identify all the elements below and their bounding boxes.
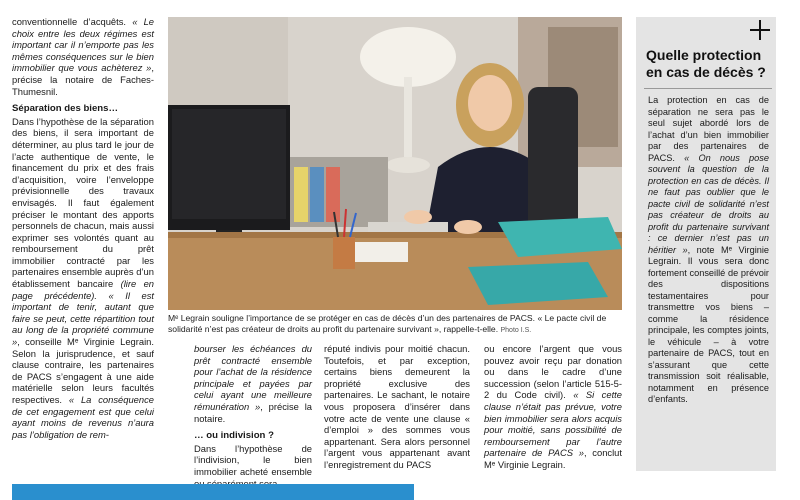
sidebar-divider xyxy=(644,88,772,89)
col1-reference: (lire en page précédente). xyxy=(12,278,155,301)
photo-caption xyxy=(168,313,622,336)
sidebar-box xyxy=(636,17,776,471)
col2-text: , précise la notaire. xyxy=(194,400,312,424)
article-column-4 xyxy=(484,343,622,471)
sidebar-quote: « On nous pose souvent la question de la protection en cas de décès. Il ne faut pas oublier que le pacte civil de solidarité n’est pas créateur de droits au profit du partenaire survivant : ce dernier n’est pas un héritier » xyxy=(648,152,769,255)
col1-text: , précise la notaire de Faches-Thumesnil. xyxy=(12,62,154,97)
section-heading-indivision: … ou indivision ? xyxy=(194,430,274,442)
photo-credit: Photo I.S. xyxy=(500,326,532,334)
col1-quote: « Il est important de tenir, autant que faire se peut, cette répartition tout au long de la propriété commune » xyxy=(12,289,154,348)
article-photo xyxy=(168,17,622,310)
col3-paragraph: réputé indivis pour moitié chacun. Toutefois, et par exception, certains biens demeurent la propriété exclusive des partenaires. Le sachant, le notaire vous proposera d’insérer dans votre acte de vente une clause « d’emploi » des sommes vous appartenant. Sera alors personnel l’argent vous appartenant avant l’enregistrement du PACS xyxy=(324,343,470,470)
col1-quote: « La conséquence de cet engagement est que celui ayant moins de revenus n’aura pas l’obligation de rem- xyxy=(12,394,154,440)
col1-paragraph: , conseille Mᵉ Virginie Legrain. Selon la jurisprudence, et sauf clause contraire, les partenaires de PACS s’engagent à une aide matérielle selon leurs facultés respectives. xyxy=(12,336,154,405)
col4-text: ou encore l’argent que vous pouvez avoir reçu par donation ou dans le cadre d’une succession (selon l’article 515-5-2 du Code civil). xyxy=(484,343,622,401)
article-column-2 xyxy=(194,343,312,489)
col4-quote: « Si cette clause n’était pas prévue, votre bien immobilier sera alors acquis pour moitié, sans possibilité de remboursement par l’autre partenaire de PACS » xyxy=(484,389,622,459)
sidebar-text: La protection en cas de séparation ne sera pas le seul sujet abordé lors de l’achat d’un bien immobilier par des partenaires de PACS. xyxy=(648,95,769,163)
col2-paragraph: Dans l’hypothèse de l’indivision, le bien immobilier acheté ensemble xyxy=(194,442,312,477)
section-heading-separation: Séparation des biens… xyxy=(12,103,119,115)
plus-icon xyxy=(750,20,770,40)
bottom-color-bar xyxy=(12,484,414,500)
article-column-1 xyxy=(12,16,154,440)
article-column-3 xyxy=(324,343,470,471)
col1-quote: « Le choix entre les deux régimes est important car il n’emporte pas les mêmes conséquences sur le bien immobilier que vous achèterez » xyxy=(12,16,154,74)
caption-text: Mᵉ Legrain souligne l’importance de se protéger en cas de décès d’un des partenaires de PACS. « Le pacte civil de solidarité n’est pas créateur de droits au profit du partenaire survivant », rappelle-t-elle. xyxy=(168,313,607,334)
col1-paragraph: Dans l’hypothèse de la séparation des biens, il sera important de déterminer, au plus tard le jour de l’acte authentique de vente, le financement du prix et des frais d’acquisition, voire l’enveloppe prévisionnelle des travaux envisagés. Il faut également préciser le montant des apports personnels de chacun, mais aussi exprimer ses volontés quant au remboursement du prêt immobilier contracté par les partenaires ensemble auprès d’un établissement bancaire xyxy=(12,115,154,290)
col4-text: , conclut Mᵉ Virginie Legrain. xyxy=(484,447,622,470)
sidebar-title: Quelle protection en cas de décès ? xyxy=(646,47,766,80)
office-photo-illustration xyxy=(168,17,622,310)
col1-text: conventionnelle d’acquêts. xyxy=(12,16,133,27)
sidebar-body xyxy=(648,95,769,406)
col2-quote: bourser les échéances du prêt contracté ensemble pour l’achat de la résidence principale et payées par celui ayant une meilleure rémunération » xyxy=(194,343,312,412)
sidebar-text: , note Mᵉ Virginie Legrain. Il vous sera donc fortement conseillé de prévoir des dispositions testamentaires pour transmettre vos biens – comme la résidence principale, les comptes joints, le véhicule – à votre partenaire de PACS, tout en s’assurant que cette transmission soit réalisable, notamment en présence d’enfants. xyxy=(648,244,769,404)
